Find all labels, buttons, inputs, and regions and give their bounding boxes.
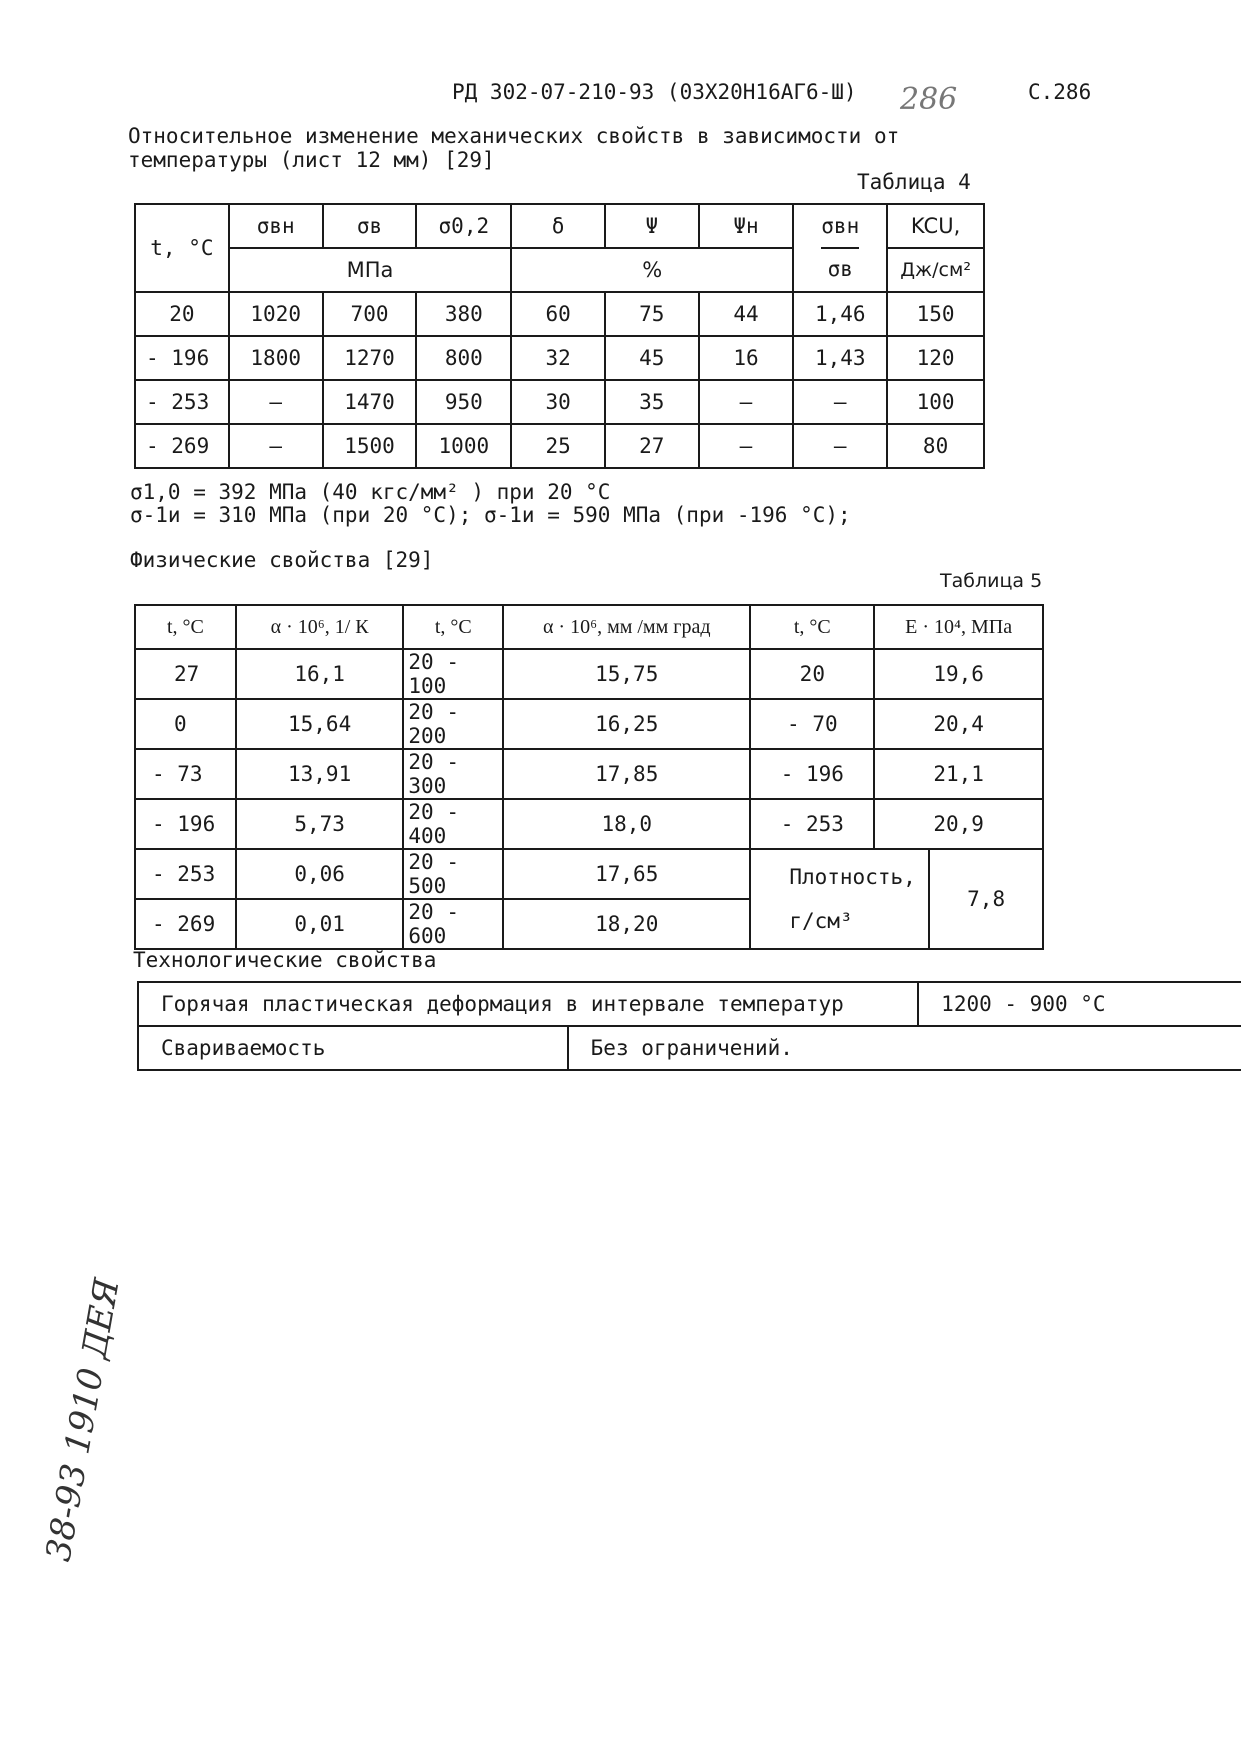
column-header: Е · 10⁴, МПа [874, 605, 1043, 649]
table-row [135, 649, 1043, 699]
table-row [135, 336, 984, 380]
table-cell: 1270 [323, 336, 417, 380]
table-cell: 20 - 600 [403, 899, 503, 949]
page-number: С.286 [1028, 80, 1092, 104]
table-cell: – [699, 424, 794, 468]
table-cell: 27 [605, 424, 699, 468]
table-cell: 1800 [229, 336, 323, 380]
margin-handwritten-note: 38-93 1910 ДЕЯ [38, 1275, 128, 1565]
table-cell: 1,43 [793, 336, 887, 380]
table-cell: 30 [511, 380, 605, 424]
density-label-line1: Плотность, [789, 865, 916, 889]
section1-title-line2: температуры (лист 12 мм) [29] [128, 148, 495, 172]
table-cell: – [229, 380, 323, 424]
table4-label: Таблица 4 [857, 170, 971, 194]
section1-title-line1: Относительное изменение механических свойств в зависимости от [128, 124, 900, 148]
ratio-denominator: σв [827, 256, 853, 281]
table-cell: - 70 [750, 699, 874, 749]
table-row [135, 849, 1043, 899]
column-header: t, °С [135, 605, 236, 649]
table-cell: – [793, 380, 887, 424]
table-cell: 20 - 500 [403, 849, 503, 899]
table-cell: – [699, 380, 794, 424]
table-cell: 150 [887, 292, 984, 336]
table-row [135, 380, 984, 424]
table-cell: 5,73 [236, 799, 404, 849]
table-cell: 380 [416, 292, 511, 336]
column-header: t, °С [750, 605, 874, 649]
table-cell: 75 [605, 292, 699, 336]
table-cell: 20 [135, 292, 229, 336]
unit-percent: % [511, 248, 793, 292]
table-cell: - 269 [135, 424, 229, 468]
col-header-temperature: t, °С [135, 204, 229, 292]
physical-properties-table [134, 604, 1044, 950]
table-cell: 15,64 [236, 699, 404, 749]
table-cell: 1500 [323, 424, 417, 468]
document-code: РД 302-07-210-93 (03Х20Н16АГ6-Ш) [452, 80, 857, 104]
handwritten-page-mark: 286 [900, 82, 958, 117]
note-sigma-1-0: σ1,0 = 392 МПа (40 кгс/мм² ) при 20 °С [130, 480, 611, 504]
mechanical-properties-table [134, 203, 985, 469]
note-sigma-minus-1: σ-1и = 310 МПа (при 20 °С); σ-1и = 590 МПа (при -196 °С); [130, 503, 851, 527]
density-label [750, 849, 929, 949]
table-cell: 25 [511, 424, 605, 468]
table-cell: – [229, 424, 323, 468]
col-header-sigma-vn: σвн [229, 204, 323, 248]
table-cell: – [793, 424, 887, 468]
col-header-ratio [793, 204, 887, 292]
table-cell: 16,1 [236, 649, 404, 699]
table-cell: - 196 [135, 336, 229, 380]
col-header-sigma-v: σв [323, 204, 417, 248]
density-value: 7,8 [929, 849, 1043, 949]
column-header: α · 10⁶, мм /мм град [503, 605, 750, 649]
table-header-row [135, 605, 1043, 649]
table-cell: 100 [887, 380, 984, 424]
col-header-delta: δ [511, 204, 605, 248]
table-cell: 20 - 300 [403, 749, 503, 799]
table-cell: - 196 [750, 749, 874, 799]
table-cell: 0,01 [236, 899, 404, 949]
table-row [135, 749, 1043, 799]
table-cell: 700 [323, 292, 417, 336]
table-cell: 120 [887, 336, 984, 380]
section3-title: Технологические свойства [133, 948, 437, 972]
density-label-line2: г/см³ [789, 909, 853, 933]
table-cell: 1,46 [793, 292, 887, 336]
table-cell: 18,20 [503, 899, 750, 949]
table-cell: 20,4 [874, 699, 1043, 749]
table-cell: 13,91 [236, 749, 404, 799]
table-cell: 950 [416, 380, 511, 424]
col-header-psi: Ψ [605, 204, 699, 248]
table-cell: - 253 [135, 380, 229, 424]
table-row [135, 292, 984, 336]
table-cell: 0 [135, 699, 236, 749]
table-cell: - 253 [750, 799, 874, 849]
table-row [135, 424, 984, 468]
table-cell: 20 - 200 [403, 699, 503, 749]
section2-title: Физические свойства [29] [130, 548, 434, 572]
table-row [135, 799, 1043, 849]
table-row [135, 699, 1043, 749]
table-cell: 1470 [323, 380, 417, 424]
table-cell: - 269 [135, 899, 236, 949]
table-cell: - 253 [135, 849, 236, 899]
table-cell: 15,75 [503, 649, 750, 699]
table-cell: 20 - 100 [403, 649, 503, 699]
table-cell: 1020 [229, 292, 323, 336]
table-cell: - 196 [135, 799, 236, 849]
table-cell: 17,65 [503, 849, 750, 899]
table-cell: 45 [605, 336, 699, 380]
table-cell: 19,6 [874, 649, 1043, 699]
table-cell: 44 [699, 292, 794, 336]
column-header: α · 10⁶, 1/ К [236, 605, 404, 649]
col-header-psi-n: Ψн [699, 204, 794, 248]
technological-properties-table [137, 981, 1241, 1071]
hot-deformation-label: Горячая пластическая деформация в интервале температур [138, 982, 918, 1026]
unit-mpa: МПа [229, 248, 511, 292]
column-header: t, °С [403, 605, 503, 649]
unit-kcu: Дж/см² [887, 248, 984, 292]
table-cell: 16 [699, 336, 794, 380]
hot-deformation-value: 1200 - 900 °С [918, 982, 1241, 1026]
col-header-sigma-02: σ0,2 [416, 204, 511, 248]
table-cell: 35 [605, 380, 699, 424]
table-cell: 20 - 400 [403, 799, 503, 849]
table-cell: 27 [135, 649, 236, 699]
table-cell: 1000 [416, 424, 511, 468]
table-cell: 20 [750, 649, 874, 699]
table-cell: - 73 [135, 749, 236, 799]
table-cell: 60 [511, 292, 605, 336]
table-cell: 800 [416, 336, 511, 380]
table-cell: 16,25 [503, 699, 750, 749]
weldability-value: Без ограничений. [568, 1026, 1241, 1070]
table-cell: 17,85 [503, 749, 750, 799]
table5-label: Таблица 5 [940, 570, 1043, 592]
table-cell: 0,06 [236, 849, 404, 899]
table-cell: 20,9 [874, 799, 1043, 849]
table-cell: 80 [887, 424, 984, 468]
table-cell: 32 [511, 336, 605, 380]
col-header-kcu: KCU, [887, 204, 984, 248]
table-cell: 21,1 [874, 749, 1043, 799]
weldability-label: Свариваемость [138, 1026, 568, 1070]
table-cell: 18,0 [503, 799, 750, 849]
ratio-numerator: σвн [821, 216, 859, 249]
